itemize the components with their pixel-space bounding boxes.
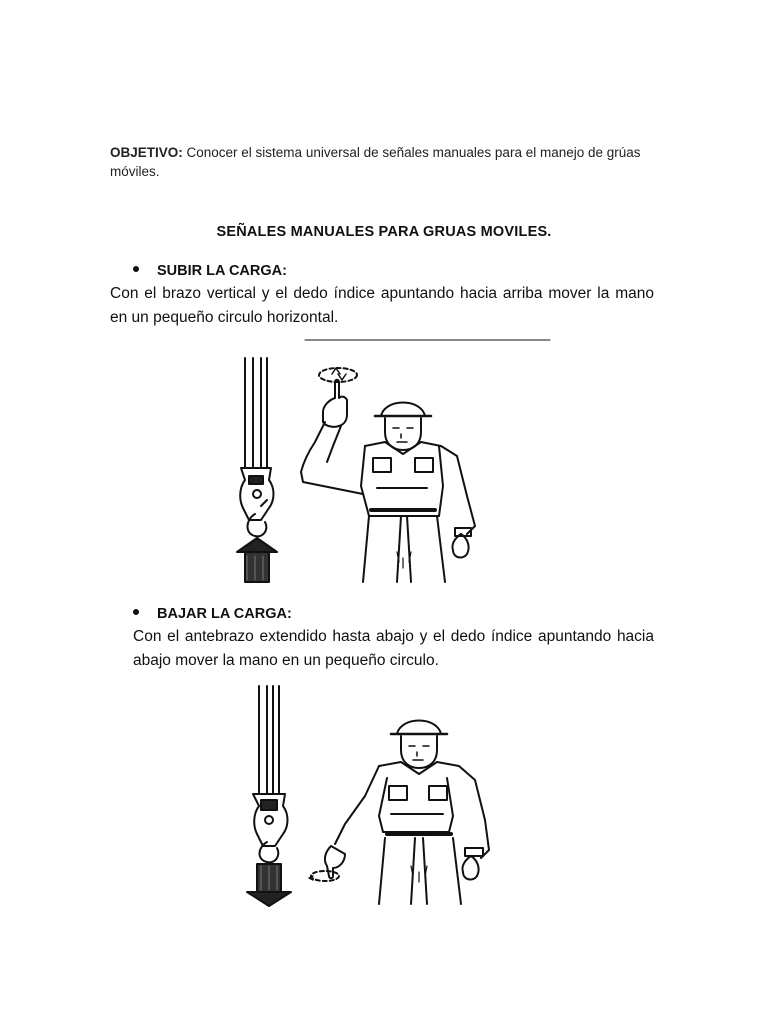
document-title: SEÑALES MANUALES PARA GRUAS MOVILES. <box>216 224 552 240</box>
worker-figure <box>309 721 489 905</box>
section-heading-raise-load <box>133 263 287 279</box>
arrow-down-icon <box>247 864 291 906</box>
section-heading-lower-load <box>133 606 292 622</box>
arrow-up-icon <box>237 538 277 582</box>
section-heading-text: SUBIR LA CARGA: <box>157 263 287 279</box>
crane-hook-icon <box>240 358 273 536</box>
illustration-raise-load <box>215 338 555 588</box>
bullet-icon <box>133 266 139 272</box>
worker-figure <box>301 368 475 582</box>
crane-hook-icon <box>253 686 288 862</box>
section-description-lower-load: Con el antebrazo extendido hasta abajo y el dedo índice apuntando hacia abajo mover la mano en un pequeño circulo. <box>133 628 654 669</box>
section-description-raise-load: Con el brazo vertical y el dedo índice apuntando hacia arriba mover la mano en un pequeño circulo horizontal. <box>110 285 654 326</box>
objective-text: Conocer el sistema universal de señales manuales para el manejo de grúas móviles. <box>110 145 641 179</box>
objective-label: OBJETIVO: <box>110 145 183 160</box>
objective-paragraph <box>110 143 650 181</box>
illustration-lower-load <box>215 682 535 912</box>
section-heading-text: BAJAR LA CARGA: <box>157 606 292 622</box>
bullet-icon <box>133 609 139 615</box>
